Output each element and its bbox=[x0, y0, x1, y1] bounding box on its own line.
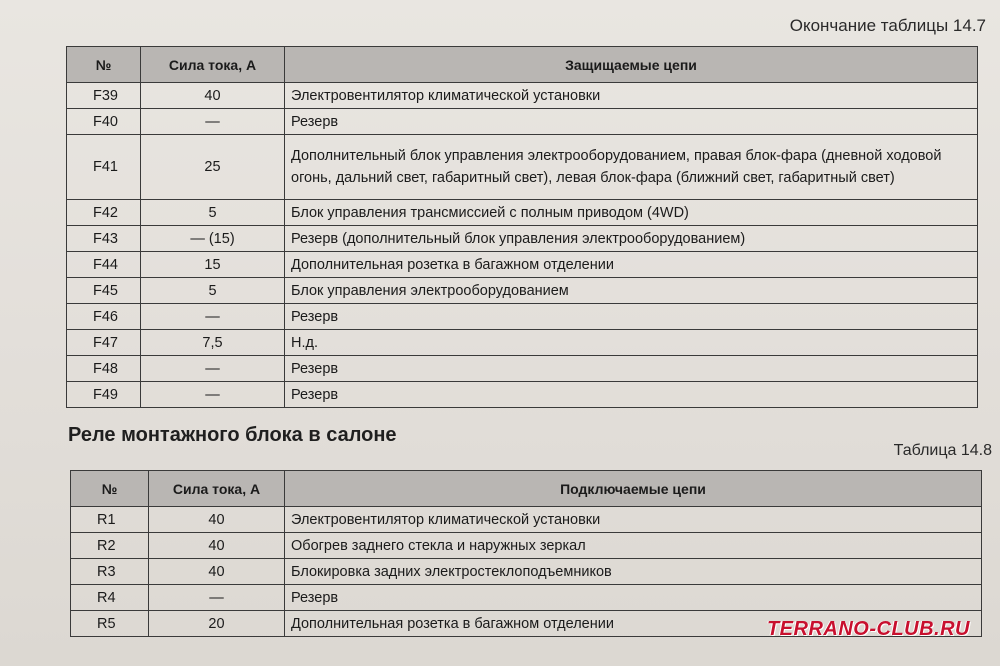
fuse-number: F42 bbox=[67, 200, 141, 226]
fuse-number: F46 bbox=[67, 304, 141, 330]
table-row bbox=[67, 252, 978, 278]
table-caption-14-8: Таблица 14.8 bbox=[893, 442, 992, 459]
relay-number: R2 bbox=[71, 533, 149, 559]
header-current: Сила тока, А bbox=[141, 47, 285, 83]
table-row bbox=[67, 278, 978, 304]
watermark: TERRANO-CLUB.RU bbox=[766, 618, 970, 640]
fuse-circuit: Н.д. bbox=[285, 330, 978, 356]
table-row bbox=[67, 109, 978, 135]
relay-circuit: Электровентилятор климатической установки bbox=[285, 507, 982, 533]
relay-circuit: Обогрев заднего стекла и наружных зеркал bbox=[285, 533, 982, 559]
fuse-current: — bbox=[141, 109, 285, 135]
fuse-current: 5 bbox=[141, 278, 285, 304]
relay-current: 40 bbox=[149, 507, 285, 533]
fuse-circuit: Дополнительная розетка в багажном отделении bbox=[285, 252, 978, 278]
header-number: № bbox=[71, 471, 149, 507]
table-row bbox=[67, 135, 978, 200]
header-current: Сила тока, А bbox=[149, 471, 285, 507]
relay-number: R4 bbox=[71, 585, 149, 611]
fuse-current: — bbox=[141, 356, 285, 382]
table-row bbox=[71, 533, 982, 559]
fuse-current: — bbox=[141, 304, 285, 330]
table-row bbox=[67, 382, 978, 408]
fuse-circuit: Резерв bbox=[285, 382, 978, 408]
fuse-number: F40 bbox=[67, 109, 141, 135]
fuse-number: F47 bbox=[67, 330, 141, 356]
table-header-row bbox=[67, 47, 978, 83]
fuse-circuit: Резерв bbox=[285, 304, 978, 330]
fuse-current: 5 bbox=[141, 200, 285, 226]
table-row bbox=[67, 200, 978, 226]
table-row bbox=[67, 330, 978, 356]
fuse-current: — bbox=[141, 382, 285, 408]
table-row bbox=[71, 585, 982, 611]
fuse-circuit: Резерв (дополнительный блок управления электрооборудованием) bbox=[285, 226, 978, 252]
table-row bbox=[67, 83, 978, 109]
table-row bbox=[67, 304, 978, 330]
table-row bbox=[67, 356, 978, 382]
fuse-table bbox=[66, 46, 978, 408]
fuse-number: F48 bbox=[67, 356, 141, 382]
fuse-number: F41 bbox=[67, 135, 141, 200]
relay-current: 20 bbox=[149, 611, 285, 637]
header-number: № bbox=[67, 47, 141, 83]
table-row bbox=[67, 226, 978, 252]
relay-table bbox=[70, 470, 982, 637]
table-row bbox=[71, 559, 982, 585]
table-header-row bbox=[71, 471, 982, 507]
fuse-circuit: Блок управления трансмиссией с полным приводом (4WD) bbox=[285, 200, 978, 226]
fuse-circuit: Электровентилятор климатической установки bbox=[285, 83, 978, 109]
fuse-current: 15 bbox=[141, 252, 285, 278]
fuse-number: F45 bbox=[67, 278, 141, 304]
fuse-number: F43 bbox=[67, 226, 141, 252]
table-row bbox=[71, 507, 982, 533]
table-caption-14-7: Окончание таблицы 14.7 bbox=[789, 16, 986, 35]
fuse-current: — (15) bbox=[141, 226, 285, 252]
fuse-current: 7,5 bbox=[141, 330, 285, 356]
relay-circuit: Дополнительная розетка в багажном отделении bbox=[285, 611, 982, 637]
fuse-number: F49 bbox=[67, 382, 141, 408]
relay-number: R3 bbox=[71, 559, 149, 585]
fuse-circuit: Дополнительный блок управления электрооборудованием, правая блок-фара (дневной ходовой огонь, дальний свет, габаритный свет), левая блок-фара (ближний свет, габаритный свет) bbox=[285, 135, 978, 200]
relay-circuit: Резерв bbox=[285, 585, 982, 611]
header-circuits: Защищаемые цепи bbox=[285, 47, 978, 83]
section-title: Реле монтажного блока в салоне bbox=[68, 424, 397, 446]
fuse-current: 40 bbox=[141, 83, 285, 109]
fuse-current: 25 bbox=[141, 135, 285, 200]
fuse-number: F39 bbox=[67, 83, 141, 109]
relay-current: 40 bbox=[149, 533, 285, 559]
relay-current: — bbox=[149, 585, 285, 611]
relay-number: R5 bbox=[71, 611, 149, 637]
fuse-circuit: Резерв bbox=[285, 109, 978, 135]
fuse-circuit: Блок управления электрооборудованием bbox=[285, 278, 978, 304]
header-circuits: Подключаемые цепи bbox=[285, 471, 982, 507]
fuse-circuit: Резерв bbox=[285, 356, 978, 382]
relay-number: R1 bbox=[71, 507, 149, 533]
relay-circuit: Блокировка задних электростеклоподъемников bbox=[285, 559, 982, 585]
relay-current: 40 bbox=[149, 559, 285, 585]
fuse-number: F44 bbox=[67, 252, 141, 278]
